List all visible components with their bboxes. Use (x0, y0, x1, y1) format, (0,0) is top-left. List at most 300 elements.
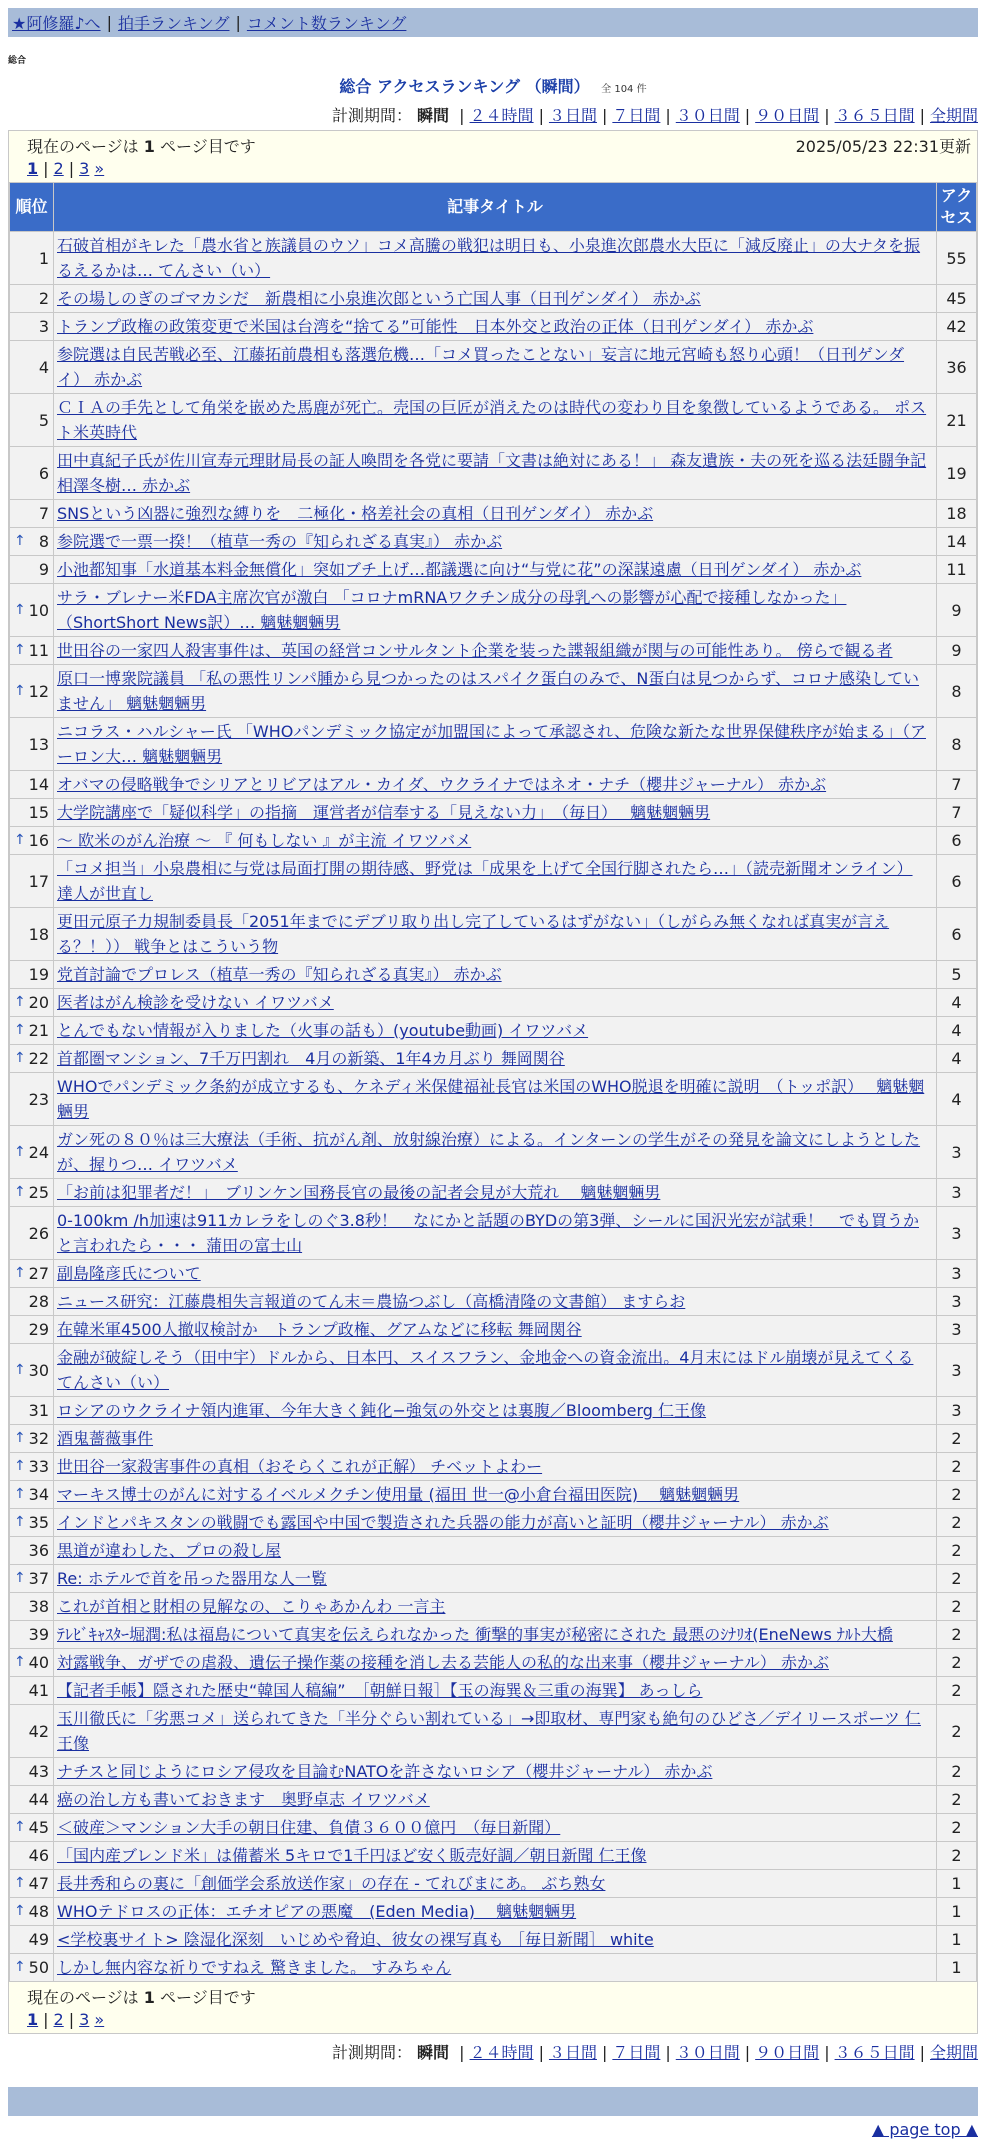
rank-number: 10 (28, 600, 49, 620)
rank-number: 19 (28, 965, 49, 984)
access-count: 2 (937, 1677, 977, 1705)
footer-bar (8, 2087, 978, 2116)
table-row (10, 908, 977, 961)
rank-cell (10, 1073, 54, 1126)
header-rank: 順位 (10, 183, 54, 232)
article-title-link[interactable]: 参院選で一票一揆！（植草一秀の『知られざる真実』） 赤かぶ (57, 532, 503, 551)
title-cell (54, 1842, 937, 1870)
article-title-link[interactable]: ニュース研究：江藤農相失言報道のてん末＝農協つぶし（高橋清隆の文書館） ますらお (57, 1292, 686, 1311)
period-option-link[interactable]: 全期間 (929, 2043, 978, 2062)
article-title-link[interactable]: 「コメ担当」小泉農相に与党は局面打開の期待感、野党は「成果を上げて全国行脚されたら…」（読売新聞オンライン） 達人が世直し (57, 859, 913, 903)
table-row (10, 500, 977, 528)
title-cell (54, 1126, 937, 1179)
page-top-link[interactable]: ▲ page top ▲ (871, 2120, 978, 2139)
rank-number: 20 (28, 993, 49, 1012)
rank-up-arrow-icon: ↑ (14, 1570, 26, 1586)
access-count: 1 (937, 1954, 977, 1982)
rank-up-arrow-icon: ↑ (14, 1022, 26, 1038)
title-cell (54, 1565, 937, 1593)
title-cell (54, 1926, 937, 1954)
rank-cell (10, 584, 54, 637)
access-count: 3 (937, 1126, 977, 1179)
access-count: 2 (937, 1537, 977, 1565)
rank-cell (10, 285, 54, 313)
period-option-link[interactable]: ２４時間 (469, 106, 534, 125)
article-title-link[interactable]: 世田谷一家殺害事件の真相（おそらくこれが正解） チベットよわー (57, 1457, 543, 1476)
article-title-link[interactable]: しかし無内容な祈りですねえ 驚きました。 すみちゃん (57, 1958, 452, 1977)
table-row (10, 1898, 977, 1926)
article-title-link[interactable]: とんでもない情報が入りました（火事の話も）(youtube動画) イワツバメ (57, 1021, 589, 1040)
table-row (10, 313, 977, 341)
article-title-link[interactable]: 石破首相がキレた「農水省と族議員のウソ」コメ高騰の戦犯は明日も、小泉進次郎農水大臣に「減反廃止」の大ナタを振るえるかは… てんさい（い） (57, 236, 921, 280)
rank-cell (10, 1207, 54, 1260)
rank-cell (10, 855, 54, 908)
rank-number: 48 (28, 1902, 49, 1921)
rank-number: 12 (28, 681, 49, 701)
table-row (10, 1758, 977, 1786)
access-count: 2 (937, 1649, 977, 1677)
rank-cell (10, 718, 54, 771)
access-count: 7 (937, 799, 977, 827)
access-count: 55 (937, 232, 977, 285)
page-status-suffix: ページ目です (160, 137, 256, 156)
rank-cell (10, 1954, 54, 1982)
article-title-link[interactable]: <学校裏サイト> 陰湿化深刻 いじめや脅迫、彼女の裸写真も ［毎日新聞］ white (57, 1930, 654, 1949)
table-row (10, 1316, 977, 1344)
table-row (10, 1179, 977, 1207)
title-cell (54, 313, 937, 341)
rank-up-arrow-icon: ↑ (14, 1903, 26, 1919)
rank-cell (10, 637, 54, 665)
article-title-link[interactable]: 副島隆彦氏について (57, 1264, 201, 1283)
rank-number: 13 (28, 734, 49, 754)
access-count: 4 (937, 989, 977, 1017)
table-row (10, 1453, 977, 1481)
period-option-link[interactable]: ３６５日間 (834, 106, 915, 125)
table-row (10, 637, 977, 665)
table-row (10, 989, 977, 1017)
access-count: 4 (937, 1045, 977, 1073)
article-title-link[interactable]: 大学院講座で「疑似科学」の指摘 運営者が信奉する「見えない力」 （毎日） 魑魅魍魎男 (57, 803, 711, 822)
article-title-link[interactable]: 対露戦争、ガザでの虐殺、遺伝子操作薬の接種を消し去る芸能人の私的な出来事（櫻井ジャーナル） 赤かぶ (57, 1653, 829, 1672)
access-count: 3 (937, 1288, 977, 1316)
rank-cell (10, 1288, 54, 1316)
period-separator: | (459, 106, 465, 125)
article-title-link[interactable]: 癌の治し方も書いておきます 奥野卓志 イワツバメ (57, 1790, 430, 1809)
table-row (10, 827, 977, 855)
title-cell (54, 908, 937, 961)
article-title-link[interactable]: ガン死の８０％は三大療法（手術、抗がん剤、放射線治療）による。インターンの学生がその発見を論文にしようとしたが、握りつ… イワツバメ (57, 1130, 921, 1174)
article-title-link[interactable]: トランプ政権の政策変更で米国は台湾を“捨てる”可能性 日本外交と政治の正体（日刊ゲンダイ） 赤かぶ (57, 317, 814, 336)
table-row (10, 665, 977, 718)
rank-up-arrow-icon: ↑ (14, 994, 26, 1010)
rank-number: 46 (28, 1846, 49, 1865)
article-title-link[interactable]: 「お前は犯罪者だ！」 ブリンケン国務長官の最後の記者会見が大荒れ 魑魅魍魎男 (57, 1183, 661, 1202)
rank-number: 41 (28, 1681, 49, 1700)
rank-cell (10, 961, 54, 989)
rank-cell (10, 1649, 54, 1677)
title-cell (54, 394, 937, 447)
period-current: 瞬間 (417, 2043, 450, 2062)
article-title-link[interactable]: マーキス博士のがんに対するイベルメクチン使用量 (福田 世一@小倉台福田医院) 魑魅魍魎男 (57, 1485, 740, 1504)
rank-number: 31 (28, 1401, 49, 1420)
title-cell (54, 1316, 937, 1344)
table-row (10, 1537, 977, 1565)
period-separator: | (665, 106, 671, 125)
page-status-prefix: 現在のページは (27, 1988, 139, 2007)
access-count: 3 (937, 1397, 977, 1425)
article-title-link[interactable]: ニコラス・ハルシャー氏 「WHOパンデミック協定が加盟国によって承認され、危険な新たな世界保健秩序が始まる」（アーロン大… 魑魅魍魎男 (57, 722, 926, 766)
article-title-link[interactable]: 参院選は自民苦戦必至、江藤拓前農相も落選危機…「コメ買ったことない」妄言に地元宮崎も怒り心頭！（日刊ゲンダイ） 赤かぶ (57, 345, 905, 389)
title-cell (54, 1207, 937, 1260)
title-cell (54, 1814, 937, 1842)
article-title-link[interactable]: 0-100km /h加速は911カレラをしのぐ3.8秒！ なにかと話題のBYDの第3弾、シールに国沢光宏が試乗！ でも買うかと言われたら・・・ 蒲田の富士山 (57, 1211, 920, 1255)
pager-page-link[interactable]: 2 (53, 2010, 64, 2029)
access-count: 14 (937, 528, 977, 556)
period-separator: | (538, 106, 544, 125)
pager-separator: | (68, 2010, 75, 2029)
title-cell (54, 1898, 937, 1926)
table-header-row (10, 183, 977, 232)
rank-cell (10, 1898, 54, 1926)
rank-number: 34 (28, 1485, 49, 1504)
period-separator: | (744, 106, 751, 125)
table-row (10, 285, 977, 313)
article-title-link[interactable]: 原口一博衆院議員 「私の悪性リンパ腫から見つかったのはスパイク蛋白のみで、N蛋白は見つからず、コロナ感染していません」 魑魅魍魎男 (57, 669, 920, 713)
rank-number: 23 (28, 1089, 49, 1109)
table-row (10, 1509, 977, 1537)
top-nav-bar (8, 8, 978, 37)
article-title-link[interactable]: 【記者手帳】隠された歴史“韓国人稿編” ［朝鮮日報］【玉の海巽＆三重の海巽】 あっしら (57, 1681, 703, 1700)
access-count: 4 (937, 1073, 977, 1126)
rank-up-arrow-icon: ↑ (14, 1050, 26, 1066)
article-title-link[interactable]: WHOでパンデミック条約が成立するも、ケネディ米保健福祉長官は米国のWHO脱退を明確に説明 （トッポ訳） 魑魅魍魎男 (57, 1077, 925, 1121)
period-option-link[interactable]: ３０日間 (675, 2043, 740, 2062)
rank-number: 21 (28, 1021, 49, 1040)
period-label: 計測期間： (331, 106, 412, 125)
rank-cell (10, 1509, 54, 1537)
period-selector-bottom (0, 2040, 978, 2063)
rank-cell (10, 1397, 54, 1425)
rank-number: 47 (28, 1874, 49, 1893)
article-title-link[interactable]: ＜破産＞マンション大手の朝日住建、負債３６００億円 （毎日新聞） (57, 1818, 561, 1837)
rank-number: 2 (38, 289, 49, 308)
article-title-link[interactable]: ﾃﾚﾋﾞｷｬｽﾀｰ堀潤:私は福島について真実を伝えられなかった 衝撃的事実が秘密にされた 最悪のｼﾅﾘｵ(EneNews ﾅﾙﾄ大橋 (57, 1625, 893, 1644)
rank-cell (10, 1481, 54, 1509)
table-row (10, 1593, 977, 1621)
title-cell (54, 637, 937, 665)
title-cell (54, 1045, 937, 1073)
period-links (454, 106, 978, 125)
article-title-link[interactable]: ～ 欧米のがん治療 ～ 『 何もしない 』が主流 イワツバメ (57, 831, 472, 850)
rank-number: 26 (28, 1223, 49, 1243)
article-title-link[interactable]: 田中真紀子氏が佐川宣寿元理財局長の証人喚問を各党に要請「文書は絶対にある！」 森友遺族・夫の死を巡る法廷闘争記 相澤冬樹… 赤かぶ (57, 451, 927, 495)
pager-page-link[interactable]: 1 (27, 159, 39, 178)
article-title-link[interactable]: ＣＩＡの手先として角栄を嵌めた馬鹿が死亡。売国の巨匠が消えたのは時代の変わり目を象徴しているようである。 ポスト米英時代 (57, 398, 927, 442)
rank-number: 7 (38, 504, 49, 523)
access-count: 3 (937, 1179, 977, 1207)
access-count: 19 (937, 447, 977, 500)
table-row (10, 528, 977, 556)
table-row (10, 771, 977, 799)
rank-up-arrow-icon: ↑ (14, 832, 26, 848)
rank-number: 45 (28, 1818, 49, 1837)
ranking-panel (8, 130, 978, 2034)
title-cell (54, 1786, 937, 1814)
clap-ranking-link[interactable]: 拍手ランキング (117, 14, 230, 33)
title-cell (54, 1344, 937, 1397)
period-option-link[interactable]: ３０日間 (675, 106, 740, 125)
table-row (10, 584, 977, 637)
article-title-link[interactable]: 医者はがん検診を受けない イワツバメ (57, 993, 334, 1012)
article-title-link[interactable]: ロシアのウクライナ領内進軍、今年大きく鈍化−強気の外交とは裏腹／Bloomberg 仁王像 (57, 1401, 707, 1420)
article-title-link[interactable]: WHOテドロスの正体：エチオピアの悪魔 (Eden Media) 魑魅魍魎男 (57, 1902, 577, 1921)
period-option-link[interactable]: 全期間 (929, 106, 978, 125)
article-title-link[interactable]: Re: ホテルで首を吊った器用な人一覧 (57, 1569, 327, 1588)
ranking-table-body (10, 232, 977, 1982)
page-top-row (0, 2120, 978, 2139)
rank-cell (10, 1045, 54, 1073)
table-row (10, 1481, 977, 1509)
period-separator: | (919, 106, 925, 125)
access-count: 3 (937, 1260, 977, 1288)
rank-up-arrow-icon: ↑ (14, 1265, 26, 1281)
article-title-link[interactable]: オバマの侵略戦争でシリアとリビアはアル・カイダ、ウクライナではネオ・ナチ（櫻井ジャーナル） 赤かぶ (57, 775, 827, 794)
rank-number: 8 (38, 532, 49, 551)
period-option-link[interactable]: ７日間 (612, 2043, 661, 2062)
article-title-link[interactable]: 長井秀和らの裏に「創価学会系放送作家」の存在 - てれびまにあ。 ぶち熟女 (57, 1874, 606, 1893)
period-option-link[interactable]: ３６５日間 (834, 2043, 915, 2062)
table-row (10, 718, 977, 771)
period-current: 瞬間 (417, 106, 450, 125)
pager-separator: | (43, 159, 49, 178)
access-count: 9 (937, 584, 977, 637)
rank-number: 35 (28, 1513, 49, 1532)
title-cell (54, 1179, 937, 1207)
home-link[interactable]: ★阿修羅♪へ (12, 14, 101, 33)
table-row (10, 1288, 977, 1316)
pager-page-link[interactable]: 3 (79, 2010, 90, 2029)
access-count: 7 (937, 771, 977, 799)
page-status-suffix: ページ目です (160, 1988, 256, 2007)
article-title-link[interactable]: ナチスと同じようにロシア侵攻を目論むNATOを許さないロシア（櫻井ジャーナル） 赤かぶ (57, 1762, 713, 1781)
rank-up-arrow-icon: ↑ (14, 682, 26, 699)
rank-cell (10, 1344, 54, 1397)
access-count: 2 (937, 1705, 977, 1758)
period-option-link[interactable]: ９０日間 (755, 106, 820, 125)
title-cell (54, 1705, 937, 1758)
title-cell (54, 1017, 937, 1045)
updated-timestamp: 2025/05/23 22:31更新 (795, 137, 971, 156)
title-cell (54, 1073, 937, 1126)
access-count: 2 (937, 1842, 977, 1870)
table-row (10, 1926, 977, 1954)
period-separator: | (538, 2043, 544, 2062)
table-row (10, 961, 977, 989)
table-row (10, 341, 977, 394)
period-separator: | (919, 2043, 925, 2062)
rank-cell (10, 1537, 54, 1565)
article-title-link[interactable]: 玉川徹氏に「劣悪コメ」送られてきた「半分ぐらい割れている」→即取材、専門家も絶句のひどさ／デイリースポーツ 仁王像 (57, 1709, 921, 1753)
rank-number: 29 (28, 1320, 49, 1339)
rank-cell (10, 1677, 54, 1705)
pager-next-link[interactable]: » (94, 159, 105, 178)
article-title-link[interactable]: インドとパキスタンの戦闘でも露国や中国で製造された兵器の能力が高いと証明（櫻井ジャーナル） 赤かぶ (57, 1513, 829, 1532)
article-title-link[interactable]: 世田谷の一家四人殺害事件は、英国の経営コンサルタント企業を装った諜報組織が関与の可能性あり。 傍らで観る者 (57, 641, 893, 660)
rank-number: 28 (28, 1292, 49, 1311)
period-option-link[interactable]: ２４時間 (469, 2043, 534, 2062)
article-title-link[interactable]: 「国内産ブレンド米」は備蓄米 5キロで1千円ほど安く販売好調／朝日新聞 仁王像 (57, 1846, 647, 1865)
rank-number: 38 (28, 1597, 49, 1616)
rank-cell (10, 1814, 54, 1842)
page-status (27, 134, 256, 157)
article-title-link[interactable]: 酒鬼薔薇事件 (57, 1429, 154, 1448)
table-row (10, 1565, 977, 1593)
title-cell (54, 447, 937, 500)
rank-up-arrow-icon: ↑ (14, 642, 26, 658)
period-option-link[interactable]: ３日間 (548, 106, 597, 125)
rank-cell (10, 1453, 54, 1481)
title-cell (54, 500, 937, 528)
comment-ranking-link[interactable]: コメント数ランキング (246, 14, 407, 33)
rank-number: 3 (38, 317, 49, 336)
title-cell (54, 1677, 937, 1705)
article-title-link[interactable]: 党首討論でプロレス（植草一秀の『知られざる真実』） 赤かぶ (57, 965, 502, 984)
rank-number: 5 (38, 410, 49, 430)
rank-number: 18 (28, 924, 49, 944)
period-option-link[interactable]: ３日間 (548, 2043, 597, 2062)
article-title-link[interactable]: 黒道が違わした、プロの殺し屋 (57, 1541, 282, 1560)
period-separator: | (824, 106, 830, 125)
article-title-link[interactable]: 首都圏マンション、7千万円割れ 4月の新築、1年4カ月ぶり 舞岡関谷 (57, 1049, 565, 1068)
article-title-link[interactable]: その場しのぎのゴマカシだ 新農相に小泉進次郎という亡国人事（日刊ゲンダイ） 赤かぶ (57, 289, 701, 308)
table-row (10, 1425, 977, 1453)
pager-page-link[interactable]: 3 (79, 159, 90, 178)
period-links (454, 2043, 978, 2062)
rank-up-arrow-icon: ↑ (14, 1875, 26, 1891)
access-count: 42 (937, 313, 977, 341)
access-count: 2 (937, 1621, 977, 1649)
pager-page-link[interactable]: 1 (27, 2010, 39, 2029)
rank-number: 9 (38, 560, 49, 579)
period-option-link[interactable]: ７日間 (612, 106, 661, 125)
rank-number: 15 (28, 803, 49, 822)
rank-cell (10, 1705, 54, 1758)
rank-number: 37 (28, 1569, 49, 1588)
rank-cell (10, 771, 54, 799)
period-label: 計測期間： (331, 2043, 412, 2062)
period-separator: | (459, 2043, 465, 2062)
table-row (10, 1126, 977, 1179)
article-title-link[interactable]: 小池都知事「水道基本料金無償化」突如ブチ上げ…都議選に向け“与党に花”の深謀遠慮（日刊ゲンダイ） 赤かぶ (57, 560, 862, 579)
pager-separator: | (43, 2010, 49, 2029)
article-title-link[interactable]: SNSという凶器に強烈な縛りを 二極化・格差社会の真相（日刊ゲンダイ） 赤かぶ (57, 504, 654, 523)
period-separator: | (665, 2043, 671, 2062)
title-cell (54, 799, 937, 827)
table-row (10, 1260, 977, 1288)
pager-top (9, 157, 977, 182)
rank-number: 36 (28, 1541, 49, 1560)
period-selector-top (0, 103, 978, 126)
rank-number: 32 (28, 1429, 49, 1448)
access-count: 45 (937, 285, 977, 313)
table-row (10, 1786, 977, 1814)
rank-cell (10, 528, 54, 556)
rank-number: 16 (28, 831, 49, 850)
table-row (10, 1045, 977, 1073)
pager-page-link[interactable]: 2 (53, 159, 64, 178)
rank-number: 17 (28, 871, 49, 891)
access-count: 6 (937, 827, 977, 855)
rank-number: 11 (28, 641, 49, 660)
page-status-number: 1 (143, 137, 155, 156)
access-count: 1 (937, 1870, 977, 1898)
article-title-link[interactable]: これが首相と財相の見解なの、こりゃあかんわ 一言主 (57, 1597, 446, 1616)
rank-up-arrow-icon: ↑ (14, 1458, 26, 1474)
rank-cell (10, 665, 54, 718)
total-count: 全 104 件 (601, 84, 647, 95)
access-count: 2 (937, 1425, 977, 1453)
table-row (10, 556, 977, 584)
table-row (10, 1814, 977, 1842)
table-row (10, 1621, 977, 1649)
access-count: 2 (937, 1758, 977, 1786)
title-cell (54, 1649, 937, 1677)
article-title-link[interactable]: 更田元原子力規制委員長「2051年までにデブリ取り出し完了しているはずがない」（しがらみ無くなれば真実が言える？！）） 戦争とはこういう物 (57, 912, 890, 956)
table-row (10, 1842, 977, 1870)
article-title-link[interactable]: 金融が破綻しそう（田中宇）ドルから、日本円、スイスフラン、金地金への資金流出。4月末にはドル崩壊が見えてくる てんさい（い） (57, 1348, 914, 1392)
rank-up-arrow-icon: ↑ (14, 1486, 26, 1502)
pager-separator: | (68, 159, 75, 178)
section-label: 総合 (8, 56, 27, 66)
title-cell (54, 1758, 937, 1786)
article-title-link[interactable]: サラ・ブレナー米FDA主席次官が激白 「コロナmRNAワクチン成分の母乳への影響が心配で接種しなかった」（ShortShort News訳）… 魑魅魍魎男 (57, 588, 847, 632)
access-count: 2 (937, 1814, 977, 1842)
page-title: 総合 アクセスランキング （瞬間） (339, 77, 590, 96)
title-cell (54, 1260, 937, 1288)
article-title-link[interactable]: 在韓米軍4500人撤収検討か トランプ政権、グアムなどに移転 舞岡関谷 (57, 1320, 582, 1339)
table-row (10, 1677, 977, 1705)
title-cell (54, 285, 937, 313)
title-cell (54, 1621, 937, 1649)
rank-cell (10, 1316, 54, 1344)
title-cell (54, 341, 937, 394)
access-count: 11 (937, 556, 977, 584)
rank-number: 39 (28, 1625, 49, 1644)
table-row (10, 447, 977, 500)
page-status-bottom (27, 1985, 256, 2008)
rank-cell (10, 1758, 54, 1786)
access-count: 6 (937, 855, 977, 908)
title-cell (54, 1425, 937, 1453)
title-cell (54, 556, 937, 584)
rank-cell (10, 1786, 54, 1814)
access-count: 9 (937, 637, 977, 665)
period-option-link[interactable]: ９０日間 (755, 2043, 820, 2062)
rank-number: 50 (28, 1958, 49, 1977)
rank-up-arrow-icon: ↑ (14, 1654, 26, 1670)
rank-cell (10, 1870, 54, 1898)
rank-number: 44 (28, 1790, 49, 1809)
rank-number: 40 (28, 1653, 49, 1672)
table-row (10, 394, 977, 447)
period-separator: | (601, 2043, 608, 2062)
title-cell (54, 1537, 937, 1565)
access-count: 2 (937, 1786, 977, 1814)
pager-next-link[interactable]: » (94, 2010, 105, 2029)
rank-number: 22 (28, 1049, 49, 1068)
access-count: 36 (937, 341, 977, 394)
